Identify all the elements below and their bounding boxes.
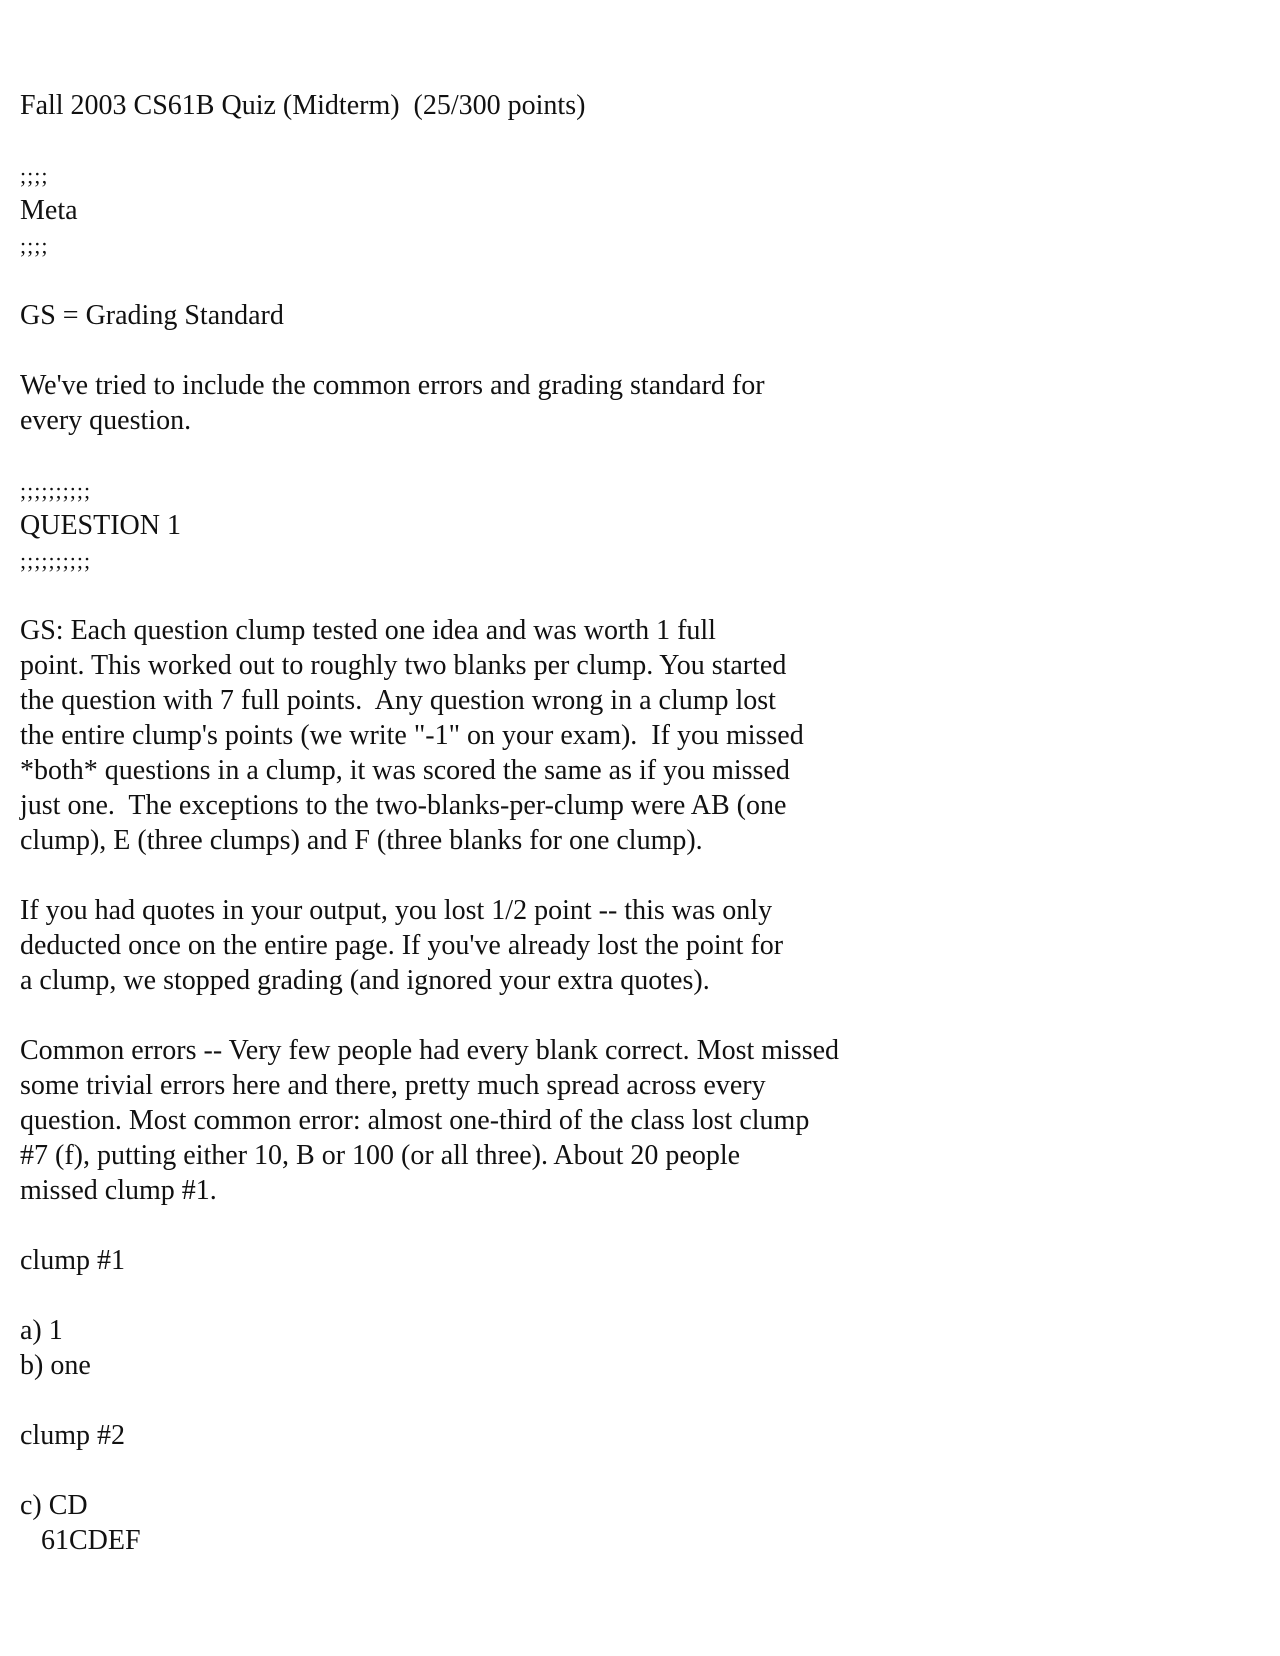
clump-2-answer: 61CDEF [20, 1525, 141, 1556]
meta-heading: Meta [20, 195, 78, 226]
gs-paragraph-line: *both* questions in a clump, it was scored the same as if you missed [20, 755, 790, 786]
common-errors-line: #7 (f), putting either 10, B or 100 (or all three). About 20 people [20, 1140, 741, 1171]
clump-1-answer: a) 1 [20, 1315, 63, 1346]
spacer [20, 1453, 1240, 1488]
clump-1-answer: b) one [20, 1350, 91, 1381]
spacer [20, 438, 1240, 473]
gs-paragraph-line: point. This worked out to roughly two blanks per clump. You started [20, 650, 787, 681]
quotes-paragraph-line: deducted once on the entire page. If you've already lost the point for [20, 930, 784, 961]
common-errors-line: missed clump #1. [20, 1175, 217, 1206]
question-separator-bottom: ;;;;;;;;;; [20, 548, 92, 573]
document-page [20, 88, 1240, 1558]
spacer [20, 1278, 1240, 1313]
gs-paragraph-line: just one. The exceptions to the two-blanks-per-clump were AB (one [20, 790, 787, 821]
clump-1-heading: clump #1 [20, 1245, 125, 1276]
clump-2-heading: clump #2 [20, 1420, 125, 1451]
meta-separator-bottom: ;;;; [20, 233, 49, 258]
meta-separator-top: ;;;; [20, 163, 49, 188]
spacer [20, 858, 1240, 893]
common-errors-line: question. Most common error: almost one-third of the class lost clump [20, 1105, 810, 1136]
quotes-paragraph-line: a clump, we stopped grading (and ignored your extra quotes). [20, 965, 710, 996]
spacer [20, 578, 1240, 613]
intro-line: We've tried to include the common errors and grading standard for [20, 370, 765, 401]
gs-definition: GS = Grading Standard [20, 300, 284, 331]
intro-line: every question. [20, 405, 192, 436]
document-title: Fall 2003 CS61B Quiz (Midterm) (25/300 points) [20, 90, 586, 121]
quotes-paragraph-line: If you had quotes in your output, you lost 1/2 point -- this was only [20, 895, 773, 926]
question-separator-top: ;;;;;;;;;; [20, 478, 92, 503]
question-heading: QUESTION 1 [20, 510, 181, 541]
gs-paragraph-line: the question with 7 full points. Any question wrong in a clump lost [20, 685, 776, 716]
common-errors-line: Common errors -- Very few people had every blank correct. Most missed [20, 1035, 840, 1066]
clump-2-answer: c) CD [20, 1490, 88, 1521]
gs-paragraph-line: the entire clump's points (we write "-1" on your exam). If you missed [20, 720, 804, 751]
common-errors-line: some trivial errors here and there, pretty much spread across every [20, 1070, 766, 1101]
spacer [20, 998, 1240, 1033]
spacer [20, 263, 1240, 298]
spacer [20, 1208, 1240, 1243]
spacer [20, 333, 1240, 368]
gs-paragraph-line: clump), E (three clumps) and F (three blanks for one clump). [20, 825, 703, 856]
gs-paragraph-line: GS: Each question clump tested one idea and was worth 1 full [20, 615, 716, 646]
spacer [20, 123, 1240, 158]
spacer [20, 1383, 1240, 1418]
